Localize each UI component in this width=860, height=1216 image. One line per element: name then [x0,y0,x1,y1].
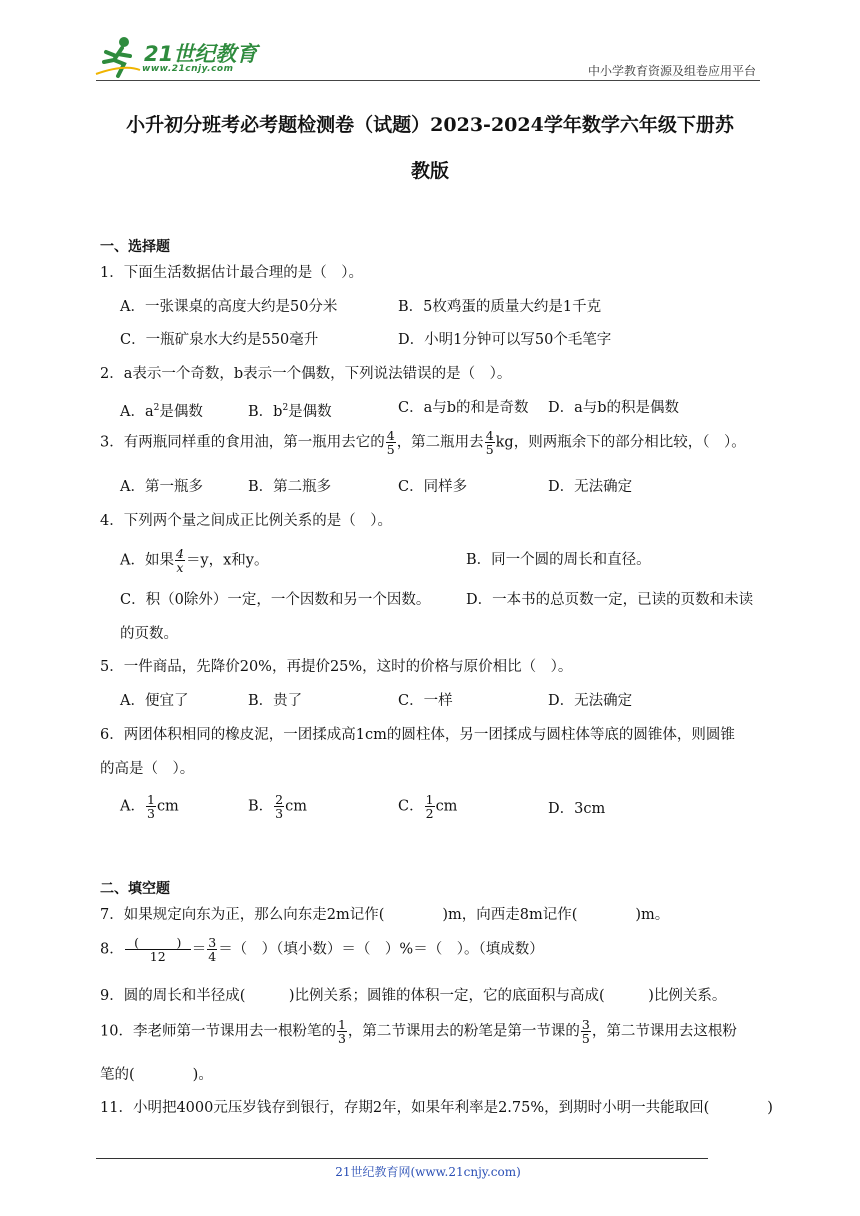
question-4-option-a: A．如果 $\frac{4}{x}$ ＝y，x和y。 [120,546,269,575]
question-2-stem: 2．a表示一个奇数，b表示一个偶数，下列说法错误的是（ ）。 [100,366,512,382]
question-11: 11．小明把4000元压岁钱存到银行，存期2年，如果年利率是2.75%，到期时小明一共能取回( ) [100,1100,773,1116]
question-1-option-b: B．5枚鸡蛋的质量大约是1千克 [398,299,602,315]
fraction: $\frac{4}{5}$ [485,428,494,457]
fraction: $\frac{1}{2}$ [425,792,434,821]
question-4-stem: 4．下列两个量之间成正比例关系的是（ ）。 [100,513,392,529]
footer-text: 21世纪教育网(www.21cnjy.com) [335,1165,521,1179]
question-3-option-b: B．第二瓶多 [248,479,332,495]
question-7: 7．如果规定向东为正，那么向东走2m记作( )m，向西走8m记作( )m。 [100,907,670,923]
question-5-option-c: C．一样 [398,693,453,709]
question-2-option-a: A．$a^2$是偶数 [120,403,203,420]
fraction: $\frac{4}{5}$ [386,428,395,457]
question-4-option-d-continued: 的页数。 [120,626,178,642]
question-6-stem-continued: 的高是（ ）。 [100,761,195,777]
question-4-option-c: C．积（0除外）一定，一个因数和另一个因数。 [120,592,431,608]
header-tagline: 中小学教育资源及组卷应用平台 [587,64,756,78]
question-5-option-b: B．贵了 [248,693,303,709]
fraction: $\frac{3}{4}$ [208,935,217,964]
question-3-stem: 3．有两瓶同样重的食用油，第一瓶用去它的 $\frac{4}{5}$ ，第二瓶用去 $\frac{4}{5}$ kg，则两瓶余下的部分相比较，（ ）。 [100,428,746,457]
section-heading-fill-in: 二、填空题 [100,881,170,897]
question-9: 9．圆的周长和半径成( )比例关系；圆锥的体积一定，它的底面积与高成( )比例关系。 [100,988,727,1004]
question-3-option-d: D．无法确定 [548,479,633,495]
fraction: $\frac{2}{3}$ [275,792,284,821]
question-5-option-d: D．无法确定 [548,693,633,709]
question-1-option-d: D．小明1分钟可以写50个毛笔字 [398,332,612,348]
fraction: $\frac{4}{x}$ [175,546,184,575]
section-heading-choice: 一、选择题 [100,239,170,255]
question-2-option-c: C．a与b的和是奇数 [398,400,529,416]
question-6-option-c: C． $\frac{1}{2}$ cm [398,792,458,821]
question-10-continued: 笔的( )。 [100,1067,213,1083]
question-1-option-a: A．一张课桌的高度大约是50分米 [120,299,338,315]
question-2-option-d: D．a与b的积是偶数 [548,400,680,416]
question-5-option-a: A．便宜了 [120,693,189,709]
question-6-option-a: A． $\frac{1}{3}$ cm [120,792,179,821]
logo-text: 21世纪教育 [144,42,258,66]
question-2-option-b: B．$b^2$是偶数 [248,403,332,420]
logo-url: www.21cnjy.com [142,64,234,74]
fraction: $\frac{1}{3}$ [337,1017,346,1046]
fraction: $\frac{( )}{12}$ [125,936,191,963]
question-4-option-b: B．同一个圆的周长和直径。 [466,552,651,568]
question-3-option-c: C．同样多 [398,479,468,495]
page-title-line1: 小升初分班考必考题检测卷（试题）2023-2024学年数学六年级下册苏 [126,114,734,136]
page-title-line2: 教版 [410,160,449,182]
fraction: $\frac{3}{5}$ [581,1017,590,1046]
question-5-stem: 5．一件商品，先降价20%，再提价25%，这时的价格与原价相比（ ）。 [100,659,573,675]
question-6-stem: 6．两团体积相同的橡皮泥，一团揉成高1cm的圆柱体，另一团揉成与圆柱体等底的圆锥体，则圆锥 [100,727,735,743]
header-divider [96,80,760,81]
question-6-option-b: B． $\frac{2}{3}$ cm [248,792,307,821]
question-8: 8． $\frac{( )}{12}$ ＝ $\frac{3}{4}$ ＝（ ）（填小数）＝（ ）%＝（ ）。（填成数） [100,935,544,964]
footer-divider [96,1158,708,1159]
question-1-option-c: C．一瓶矿泉水大约是550毫升 [120,332,319,348]
question-3-option-a: A．第一瓶多 [120,479,203,495]
question-1-stem: 1．下面生活数据估计最合理的是（ ）。 [100,265,363,281]
question-6-option-d: D．3cm [548,801,606,817]
fraction: $\frac{1}{3}$ [146,792,155,821]
question-10: 10．李老师第一节课用去一根粉笔的 $\frac{1}{3}$ ，第二节课用去的粉笔是第一节课的 $\frac{3}{5}$ ，第二节课用去这根粉 [100,1017,737,1046]
question-4-option-d: D．一本书的总页数一定，已读的页数和未读 [466,592,754,608]
